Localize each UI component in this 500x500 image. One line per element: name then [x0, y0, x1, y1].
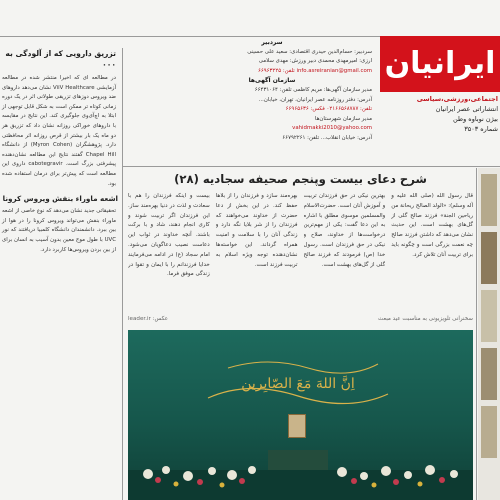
main-article-header — [128, 168, 473, 190]
article-column: بهترین نیکی در حق فرزندان تربیت و آموزش آنان است. حضرت‌الاسلام والمسلمین موسوی مطلق با اشاره به این دعا گفت: یکی از مهم‌ترین درخواست‌ها از خداوند، صلاح و نیکی در حق فرزندان است. رسول خدا (ص) فرمودند که فرزند صالح گلی از گل‌های بهشت است. — [303, 193, 386, 268]
side-thumbnail[interactable] — [481, 290, 497, 342]
tagline-line-1: اجتماعی،ورزشی،سیاسی — [416, 95, 498, 103]
masthead-tagline — [386, 94, 498, 134]
wall-portrait — [288, 414, 306, 438]
left-article-heading[interactable]: تزریق دارویی که از آلودگی به ۰۰۰ — [5, 49, 116, 69]
side-thumbnail[interactable] — [481, 348, 497, 400]
masthead-logo: ایرانیان — [380, 36, 500, 92]
photo-caption: سخنرانی تلویزیونی به مناسبت عید مبعث — [378, 316, 473, 322]
main-article-title[interactable]: شرح دعای بیست وپنجم صحیفه سجادیه (۲۸) — [174, 172, 427, 186]
article-column: بهره‌مند سازد و فرزندان را از بلاها حفظ کند. در این بخش از دعا حضرت از خداوند می‌خواهند که فرزندان را از شر بلایا نگه دارد و زندگی آنان را با سلامت و امنیت همراه گرداند. این خواسته‌ها نشان‌دهنده توجه ویژه اسلام به تربیت فرزند است. — [215, 193, 298, 268]
left-article-body-2: تحقیقاتی جدید نشان می‌دهد که نوع خاصی از اشعه ماوراء بنفش می‌تواند ویروس کرونا را در هوا از بین ببرد. دانشمندان دانشگاه کلمبیا دریافتند که نور UVC با طول موج معین بدون آسیب به انسان برای از بین بردن ویروس‌ها کاربرد دارد. — [2, 208, 116, 253]
credit-line: مدیر سازمان شهرستان‌ها — [314, 115, 372, 122]
calligraphy-text: اِنَّ اللهَ مَعَ الصّابِرین — [241, 376, 355, 392]
left-article — [0, 48, 118, 500]
side-thumbnail[interactable] — [481, 174, 497, 226]
credit-line: آدرس: خیابان انقلاب... تلفن: ۶۶۷۹۲۲۶۱ — [282, 134, 372, 141]
credit-line: تلفن: ۰۲۱۶۶۵۶۸۷۸۷ فکس: ۶۶۹۶۵۶۳۶ — [285, 106, 372, 113]
left-article-heading-2[interactable]: اشعه ماوراء بنفش ویروس کرونا — [2, 194, 118, 204]
article-column: بیست و اینکه فرزندان را هم با سعادت و لذت در دنیا بهره‌مند ساز. این فرزندان اگر تربیت شوند و کاری انجام دهند، شاد و با برکت باشند. آنچه خداوند در ثواب این دعاست نصیب دعاگویان می‌شود. امام سجاد (ع) در ادامه می‌فرمایند خدایا فرزندانم را با ایمان و تقوا در زندگی موفق فرما. — [128, 193, 210, 278]
tagline-line-3: بیژن نوباوه وطن — [452, 115, 498, 123]
credits-ads-heading: سازمان آگهی‌ها — [248, 77, 296, 85]
credit-email[interactable]: info.asreiranian@gmail.com تلفن: ۶۶۹۶۳۲۲۵ — [257, 67, 372, 74]
main-article-columns — [128, 192, 473, 312]
credits-title: سردبیر — [261, 39, 283, 46]
credit-email[interactable]: vahidmakki2010@yahoo.com — [292, 125, 372, 132]
flower-arrangement — [128, 440, 473, 500]
photo-credit: leader.ir :عکس — [128, 316, 169, 322]
credits-block — [172, 38, 372, 144]
side-thumbnail[interactable] — [481, 406, 497, 458]
right-side-column — [478, 168, 500, 500]
left-article-body: در مطالعه ای که اخیرا منتشر شده در مطالعه آزمایشی ViiV Healthcare نشان می‌دهد داروهای ضد ویروس دوزهای تزریقی طولانی اثر در یک دوره زمانی کوتاه تر ممکن است به شکل قابل توجهی از ابتلا به اچ‌آی‌وی جلوگیری کند. این نتایج در مقایسه با داروهای خوراکی روزانه نشان داد که تزریق هر دو ماه یک بار بیشتر از قرص روزانه اثر محافظتی دارد. پژوهشگران (Myron Cohen) از دانشگاه Chapel Hill گفتند نتایج این مطالعه نشان‌دهنده پیشرفتی بزرگ است. cabotegravir داروی این مطالعه است که پیش‌تر برای درمان استفاده شده بود. — [2, 75, 117, 187]
tagline-line-2: انتشاراتی عصر ایرانیان — [435, 105, 498, 113]
credit-line: ارزی: امیرمهدی محمدی دبیر ورزش: مهدی سلامی — [258, 58, 372, 65]
credit-line: مدیر سازمان آگهی‌ها: مریم کاظمی تلفن: ۶۶۴۳۱۰۶۴ — [254, 86, 372, 93]
article-column: قال رسول الله (صلی الله علیه و آله وسلم): «الولد الصالح ریحانة من ریاحین الجنة» فرزند صالح گلی از گل‌های بهشت است. این حدیث نشان می‌دهد که داشتن فرزند صالح چه نعمت بزرگی است و چگونه باید برای تربیت آنان تلاش کرد. — [391, 193, 473, 258]
calligraphy-banner — [188, 350, 408, 410]
column-divider-right — [476, 168, 477, 500]
credit-line: سردبیر: حسام‌الدین حیدری اقتصادی: سعید علی حسینی — [247, 48, 372, 55]
issue-number: شماره ۳۵۰۳ — [464, 125, 498, 133]
section-divider — [122, 166, 500, 167]
credit-line: آدرس: دفتر روزنامه عصر ایرانیان، تهران، خیابان... — [258, 96, 372, 103]
photo-caption-bar — [128, 314, 473, 328]
main-photo — [128, 330, 473, 500]
side-thumbnail[interactable] — [481, 232, 497, 284]
column-divider-left — [122, 48, 123, 500]
